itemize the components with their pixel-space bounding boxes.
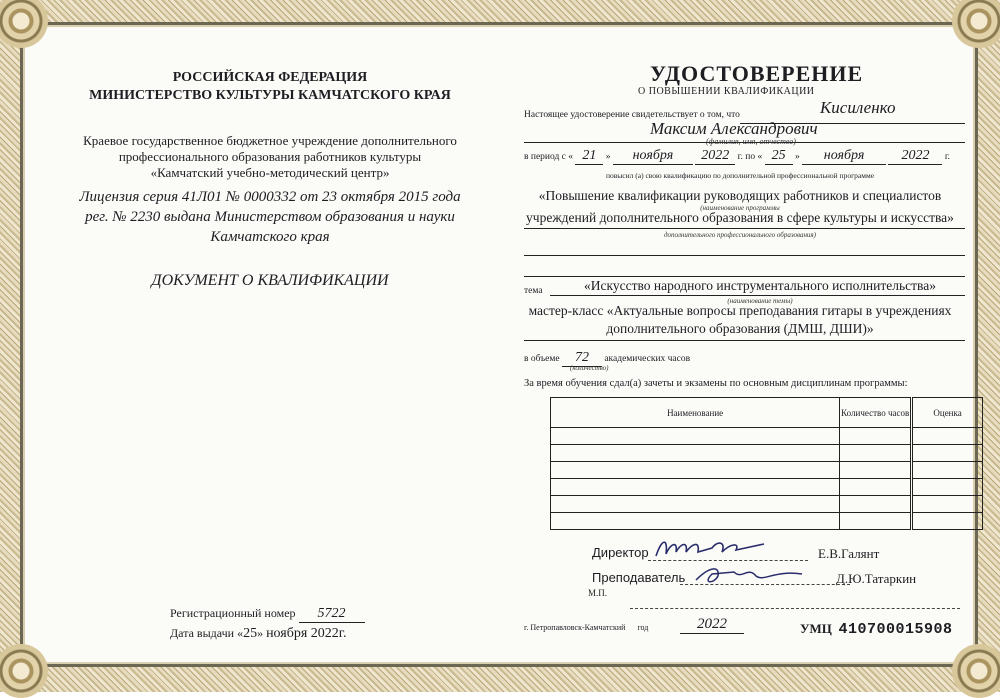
program-line-1: «Повышение квалификации руководящих работников и специалистов [538,188,942,203]
topic-label: тема [524,286,543,296]
fio-caption: (фамилия, имя, отчество) [706,137,796,146]
director-signature-icon [652,534,772,564]
ministry-heading: МИНИСТЕРСТВО КУЛЬТУРЫ КАМЧАТСКОГО КРАЯ [89,88,451,103]
master-class-line-2: дополнительного образования (ДМШ, ДШИ)» [606,321,874,336]
name-patronymic: Максим Александрович [650,119,818,138]
hours-value: 72 [562,350,602,367]
period-to-day: 25 [765,148,793,165]
reg-number-value: 5722 [299,606,365,623]
table-header: Количество часов [840,398,912,428]
hours-caption: (количество) [570,364,609,372]
surname: Кисиленко [820,98,896,117]
issue-day: 25 [243,626,258,641]
exams-label: За время обучения сдал(а) зачеты и экзамены по основным дисциплинам программы: [524,378,908,389]
serial-value: 410700015908 [838,621,953,638]
period-from-day: 21 [575,148,603,165]
program-caption-2: дополнительного профессионального образования) [663,231,817,239]
period-from-year: 2022 [695,148,735,165]
program-caption: (наименование программы [700,204,780,212]
topic-line-1: «Искусство народного инструментального исполнительства» [584,278,936,293]
teacher-label: Преподаватель [592,570,686,585]
registration-number: Регистрационный номер 5722 [170,606,365,623]
program-intro: повысил (а) свою квалификацию по дополнительной профессиональной программе [605,171,875,180]
director-label: Директор [592,545,649,560]
country-heading: РОССИЙСКАЯ ФЕДЕРАЦИЯ [172,70,368,85]
certificate [30,30,970,658]
certificate-subtitle: О ПОВЫШЕНИИ КВАЛИФИКАЦИИ [638,86,815,97]
footer-year: 2022 [680,616,744,634]
right-page [510,30,970,658]
table-row [551,445,983,462]
certifies-label: Настоящее удостоверение свидетельствует о том, что [524,110,740,120]
table-row [551,513,983,530]
table-row [551,462,983,479]
period-from-month: ноября [613,148,693,165]
stamp-place-label: М.П. [588,588,608,598]
table-row [551,479,983,496]
issue-month-year: ноября 2022г. [266,626,347,641]
license-info: Лицензия серия 41Л01 № 0000332 от 23 октября 2015 года рег. № 2230 выдана Министерством образования и науки Камчатского края [79,189,461,245]
grades-table [550,397,983,530]
table-header: Оценка [912,398,983,428]
institution-name: Краевое государственное бюджетное учреждение дополнительного профессионального образования работников культуры «Камчатский учебно-методический центр» [83,133,457,180]
table-row [551,496,983,513]
certificate-title: УДОСТОВЕРЕНИЕ [650,61,864,86]
table-header: Наименование [551,398,840,428]
teacher-signature-icon [690,562,810,590]
period: в период с « 21 » ноября 2022 г. по « 25 » ноября 2022 г. [524,148,951,163]
period-to-year: 2022 [888,148,942,165]
period-to-month: ноября [802,148,886,165]
footer: г. Петропавловск-Камчатский год [524,623,649,632]
teacher-name: Д.Ю.Татаркин [836,571,917,586]
volume: в объеме 72 академических часов [524,350,691,365]
left-page [30,30,510,658]
topic-caption: (наименование темы) [727,297,793,305]
issue-date: Дата выдачи «25» ноября 2022г. [170,626,347,641]
program-line-2: учреждений дополнительного образования в сфере культуры и искусства» [526,210,954,225]
director-name: Е.В.Галянт [818,546,880,561]
document-type: ДОКУМЕНТ О КВАЛИФИКАЦИИ [151,272,389,289]
master-class-line-1: мастер-класс «Актуальные вопросы преподавания гитары в учреждениях [528,303,952,318]
city: г. Петропавловск-Камчатский [524,623,626,632]
table-row [551,428,983,445]
serial-number: УМЦ 410700015908 [800,621,953,638]
